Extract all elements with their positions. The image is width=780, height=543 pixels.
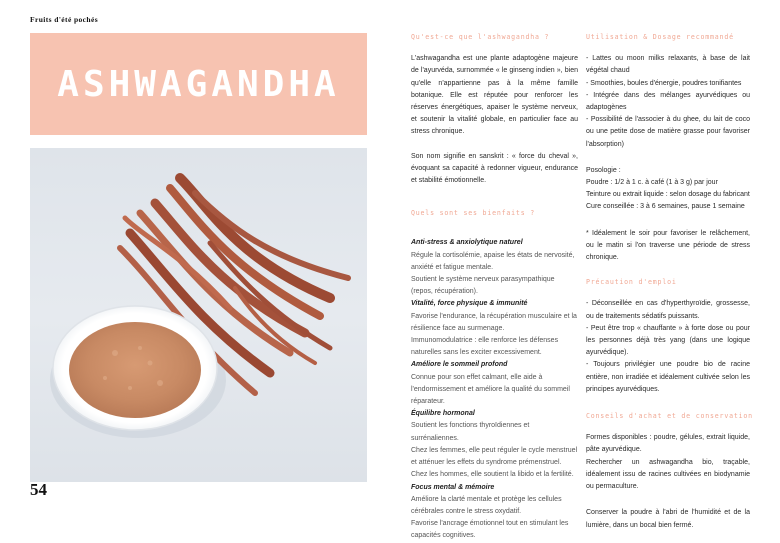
ashwagandha-photo: [30, 148, 367, 482]
benefit-title: Anti-stress & anxiolytique naturel: [411, 239, 523, 247]
benefit-text: Immunomodulatrice : elle renforce les défenses naturelles sans les exciter excessivement.: [411, 337, 559, 357]
precautions-heading: Précaution d'emploi: [586, 278, 677, 287]
ashwagandha-roots-and-powder-photo: [30, 148, 367, 482]
buying-heading: Conseils d'achat et de conservation: [586, 412, 753, 421]
benefit-title: Améliore le sommeil profond: [411, 361, 508, 369]
benefit-text: Favorise l'endurance, la récupération musculaire et la résilience face au surmenage.: [411, 312, 577, 332]
benefit-text: Soutient le système nerveux parasympathique (repos, récupération).: [411, 276, 555, 296]
benefit-text: Chez les femmes, elle peut réguler le cycle menstruel et atténuer les effets du syndrome prémenstruel.: [411, 446, 578, 467]
page-number: 54: [30, 480, 47, 499]
precaution-bullet: - Déconseillée en cas d'hyperthyroïdie, grossesse, ou de traitements sédatifs puissants.: [586, 300, 750, 320]
storage-paragraph: Conserver la poudre à l'abri de l'humidité et de la lumière, dans un bocal bien fermé.: [586, 509, 750, 529]
benefits-heading: Quels sont ses bienfaits ?: [411, 209, 536, 218]
buying-paragraph: Formes disponibles : poudre, gélules, extrait liquide, pâte ayurvédique.: [586, 434, 750, 454]
usage-bullet: - Lattes ou moon milks relaxants, à base de lait végétal chaud: [586, 55, 750, 75]
usage-bullet: - Possibilité de l'associer à du ghee, du lait de coco ou une petite dose de matière grasse pour favoriser l'absorption): [586, 116, 750, 148]
benefits-list: [411, 237, 578, 542]
page-title: ASHWAGANDHA: [57, 63, 340, 105]
precaution-bullet: - Peut être trop « chauffante » à forte dose ou pour les personnes déjà très yang (dans une logique ayurvédique).: [586, 324, 750, 357]
intro-paragraph: Son nom signifie en sanskrit : « force du cheval », évoquant sa capacité à redonner vigueur, endurance et stabilité émotionnelle.: [411, 152, 578, 185]
benefit-text: Favorise l'ancrage émotionnel tout en stimulant les capacités cognitives.: [411, 520, 569, 540]
intro-heading: Qu'est-ce que l'ashwagandha ?: [411, 33, 550, 41]
column-right: [586, 31, 753, 532]
posology-title: Posologie :: [586, 166, 621, 174]
benefit-text: Régule la cortisolémie, apaise les états de nervosité, anxiété et fatigue mentale.: [411, 251, 575, 271]
posology-line: Poudre : 1/2 à 1 c. à café (1 à 3 g) par jour: [586, 179, 718, 187]
posology-line: Teinture ou extrait liquide : selon dosage du fabricant: [586, 191, 750, 199]
benefit-text: Chez les hommes, elle soutient la libido et la fertilité.: [411, 471, 574, 479]
benefit-title: Vitalité, force physique & immunité: [411, 300, 528, 308]
column-middle: [411, 31, 578, 543]
usage-heading: Utilisation & Dosage recommandé: [586, 33, 734, 41]
title-band: [30, 33, 367, 135]
posology-line: Cure conseillée : 3 à 6 semaines, pause 1 semaine: [586, 203, 745, 211]
benefit-title: Focus mental & mémoire: [411, 483, 495, 491]
intro-paragraph: L'ashwagandha est une plante adaptogène majeure de l'ayurvéda, surnommée « le ginseng indien », bien qu'elle n'appartienne pas à la même famille botanique. Elle est réputée pour renforcer les réserves énergétiques, apaiser le système nerveux, et soutenir la vitalité globale, en particulier face au stress chronique.: [411, 55, 578, 136]
benefit-title: Équilibre hormonal: [411, 410, 475, 418]
running-header: Fruits d'été pochés: [30, 15, 99, 24]
usage-bullet: - Intégrée dans des mélanges ayurvédiques ou adaptogènes: [586, 91, 750, 112]
precaution-bullet: - Toujours privilégier une poudre bio de racine entière, non irradiée et idéalement cultivée selon les principes ayurvédiques.: [586, 361, 750, 393]
buying-paragraph: Rechercher un ashwagandha bio, traçable, idéalement issu de racines cultivées en biodynamie ou permaculture.: [586, 458, 750, 491]
usage-bullet: - Smoothies, boules d'énergie, poudres tonifiantes: [586, 79, 742, 87]
benefit-text: Améliore la clarté mentale et protège les cellules cérébrales contre le stress oxydatif.: [411, 495, 562, 515]
benefit-text: Soutient les fonctions thyroïdiennes et surrénaliennes.: [411, 422, 530, 442]
usage-note: * Idéalement le soir pour favoriser le relâchement, ou le matin si l'on traverse une période de stress chronique.: [586, 229, 750, 262]
benefit-text: Connue pour son effet calmant, elle aide à l'endormissement et améliore la qualité du sommeil réparateur.: [411, 373, 570, 406]
